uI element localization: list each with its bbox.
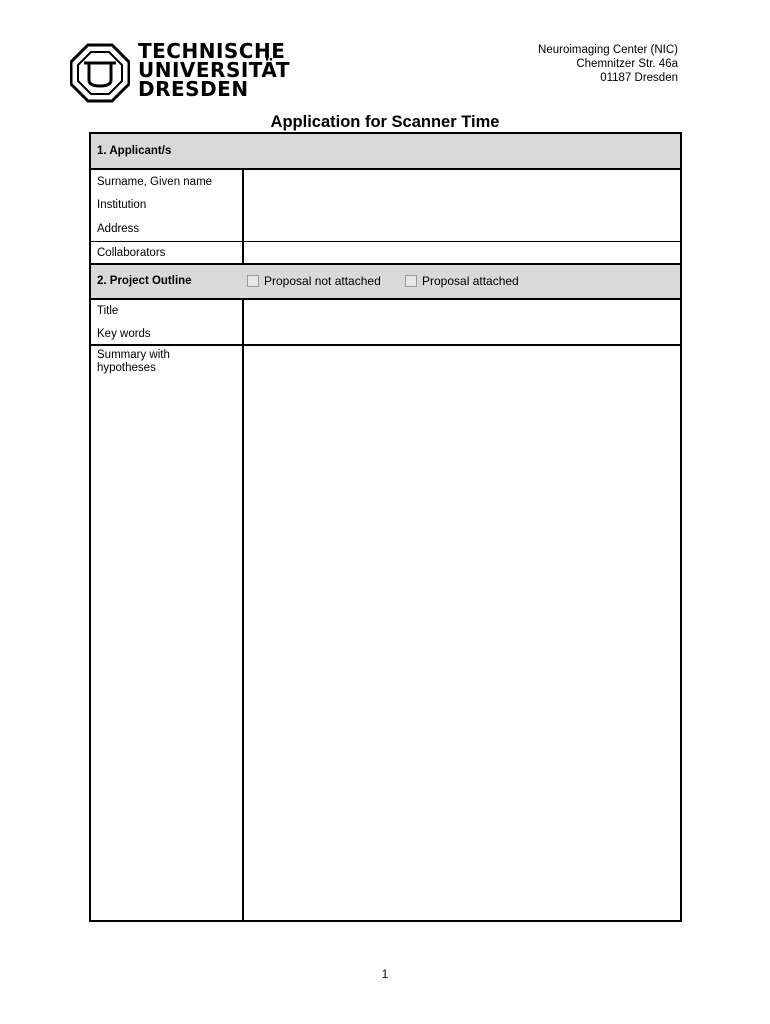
proposal-not-attached-label: Proposal not attached: [264, 274, 381, 288]
column-divider: [242, 300, 244, 920]
logo-line: UNIVERSITÄT: [138, 58, 290, 82]
label-surname-given-name: Surname, Given name: [97, 176, 213, 188]
address-line: Neuroimaging Center (NIC): [538, 44, 678, 56]
address-line: Chemnitzer Str. 46a: [576, 58, 678, 70]
address-line: 01187 Dresden: [600, 72, 678, 84]
section-applicants-header: [91, 134, 680, 168]
label-institution: Institution: [97, 199, 147, 211]
row-divider: [91, 241, 680, 242]
document-title: Application for Scanner Time: [270, 113, 500, 131]
label-title: Title: [97, 305, 119, 317]
label-key-words: Key words: [97, 328, 151, 340]
proposal-attached-label: Proposal attached: [422, 274, 519, 288]
summary-hypotheses-field[interactable]: [244, 346, 680, 920]
label-collaborators: Collaborators: [97, 247, 166, 259]
tu-dresden-emblem-icon: [70, 42, 130, 104]
logo-line: TECHNISCHE: [138, 39, 286, 63]
proposal-attached-checkbox[interactable]: [405, 275, 417, 287]
page-number: 1: [381, 967, 389, 981]
application-form: [89, 132, 682, 922]
collaborators-field[interactable]: [244, 243, 680, 263]
logo-line: DRESDEN: [138, 77, 249, 101]
proposal-not-attached-checkbox[interactable]: [247, 275, 259, 287]
label-summary-line: hypotheses: [97, 362, 156, 374]
section-project-outline-header: [91, 265, 680, 298]
label-summary-line: Summary with: [97, 349, 170, 361]
title-keywords-field[interactable]: [244, 300, 680, 344]
institution-address: [538, 43, 678, 85]
section-applicants-title: 1. Applicant/s: [97, 145, 172, 157]
tu-dresden-logo: [70, 39, 290, 104]
applicant-info-field[interactable]: [244, 170, 680, 241]
logo-wordmark: [138, 39, 290, 101]
label-address: Address: [97, 223, 140, 235]
section-project-outline-title: 2. Project Outline: [97, 275, 192, 287]
